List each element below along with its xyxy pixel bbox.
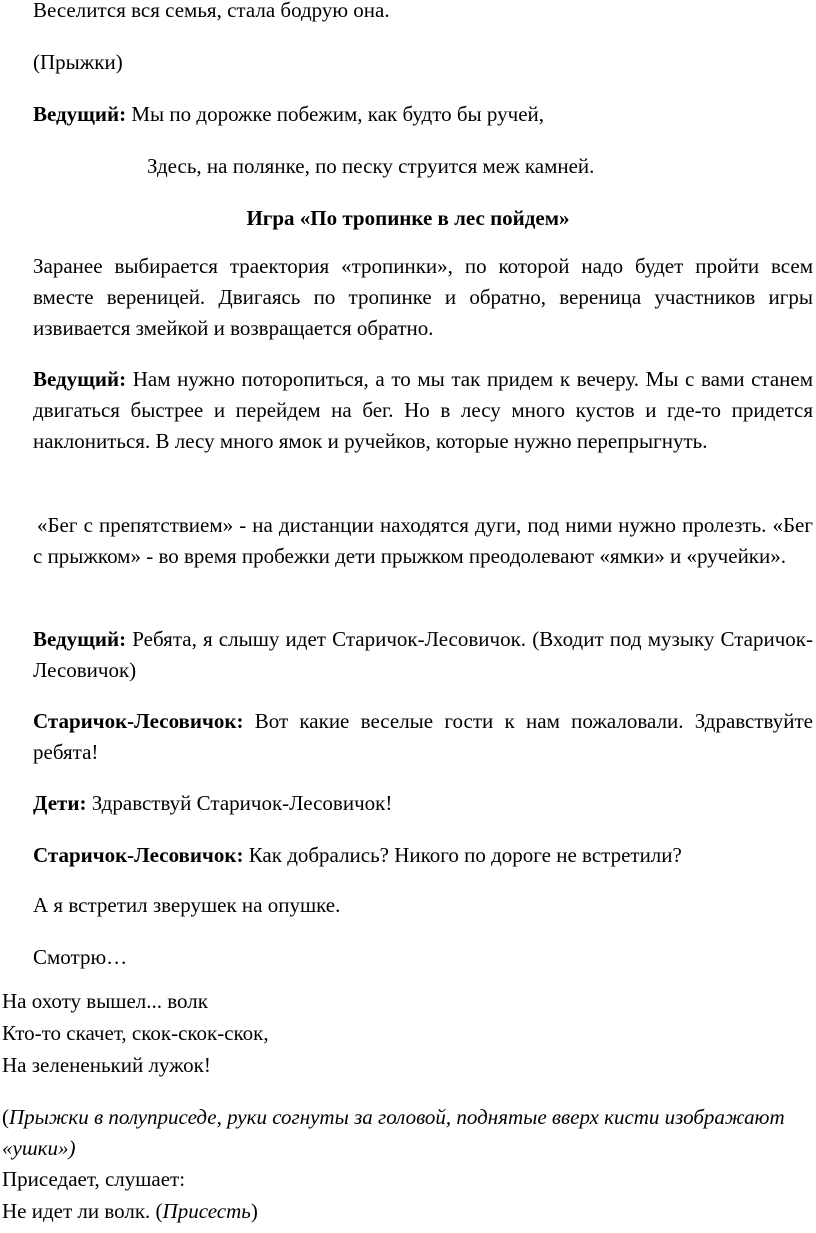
poem-line — [2, 986, 208, 1017]
paragraph-text: «Бег с препятствием» - на дистанции находятся дуги, под ними нужно пролезть. «Бег с прыжком» - во время пробежки дети прыжком преодолевают «ямки» и «ручейки». — [33, 513, 813, 568]
speaker-label: Старичок-Лесовичок: — [33, 843, 244, 867]
speaker-line: Как добрались? Никого по дороге не встретили? — [243, 843, 682, 867]
paragraph-host-1 — [33, 99, 544, 130]
paragraph-family — [33, 0, 390, 26]
paragraph-text: Смотрю… — [33, 945, 128, 969]
speaker-label: Ведущий: — [33, 627, 127, 651]
speaker-label: Дети: — [33, 791, 87, 815]
line-text: Приседает, слушает: — [2, 1167, 186, 1191]
speaker-line: Нам нужно поторопиться, а то мы так придем к вечеру. Мы с вами станем двигаться быстрее и перейдем на бег. Но в лесу много кустов и где-то придется наклониться. В лесу много ямок и ручейков, которые нужно перепрыгнуть. — [33, 367, 813, 453]
line-sits-listens — [2, 1164, 185, 1195]
poem-line-text: На зелененький лужок! — [2, 1053, 211, 1077]
game-title-text: Игра «По тропинке в лес пойдем» — [246, 206, 570, 230]
paragraph-obstacle-race — [33, 510, 813, 572]
poem-line — [2, 1018, 269, 1049]
line-text: Не идет ли волк. ( — [2, 1199, 163, 1223]
paragraph-host-3 — [33, 624, 813, 686]
paragraph-lesovichok-1 — [33, 706, 813, 768]
speaker-label: Ведущий: — [33, 102, 127, 126]
paragraph-text: А я встретил зверушек на опушке. — [33, 893, 341, 917]
paragraph-text: Заранее выбирается траектория «тропинки», по которой надо будет пройти всем вместе вереницей. Двигаясь по тропинке и обратно, вереница участников игры извивается змейкой и возвращается обратно. — [33, 254, 813, 340]
paragraph-text: Здесь, на полянке, по песку струится меж камней. — [147, 154, 595, 178]
stage-direction-text: Прыжки в полуприседе, руки согнуты за головой, поднятые вверх кисти изображают «ушки») — [2, 1105, 785, 1160]
speaker-line: Ребята, я слышу идет Старичок-Лесовичок. (Входит под музыку Старичок-Лесовичок) — [33, 627, 813, 682]
game-title — [0, 203, 816, 234]
poem-line-text: На охоту вышел... волк — [2, 989, 208, 1013]
paragraph-text: Веселится вся семья, стала бодрую она. — [33, 0, 390, 22]
paren-close: ) — [250, 1199, 258, 1223]
paragraph-met-animals — [33, 890, 340, 921]
paragraph-game-description — [33, 251, 813, 344]
paragraph-children — [33, 788, 392, 819]
paragraph-host-2 — [33, 364, 813, 457]
stage-direction: (Прыжки) — [33, 50, 123, 74]
poem-line-text: Кто-то скачет, скок-скок-скок, — [2, 1021, 269, 1045]
poem-line — [2, 1050, 211, 1081]
stage-direction-hops — [2, 1102, 802, 1164]
paragraph-looking — [33, 942, 127, 973]
paragraph-meadow — [147, 151, 594, 182]
paragraph-lesovichok-2 — [33, 840, 682, 871]
speaker-label: Ведущий: — [33, 367, 127, 391]
speaker-line: Мы по дорожке побежим, как будто бы ручей, — [126, 102, 544, 126]
stage-direction-text: Присесть — [162, 1199, 251, 1223]
speaker-line: Здравствуй Старичок-Лесовичок! — [86, 791, 393, 815]
line-wolf-coming — [2, 1196, 258, 1227]
paragraph-jumps — [33, 47, 123, 78]
speaker-label: Старичок-Лесовичок: — [33, 709, 244, 733]
speaker-line: Вот какие веселые гости к нам пожаловали. Здравствуйте ребята! — [33, 709, 813, 764]
paren-open: ( — [2, 1105, 9, 1129]
